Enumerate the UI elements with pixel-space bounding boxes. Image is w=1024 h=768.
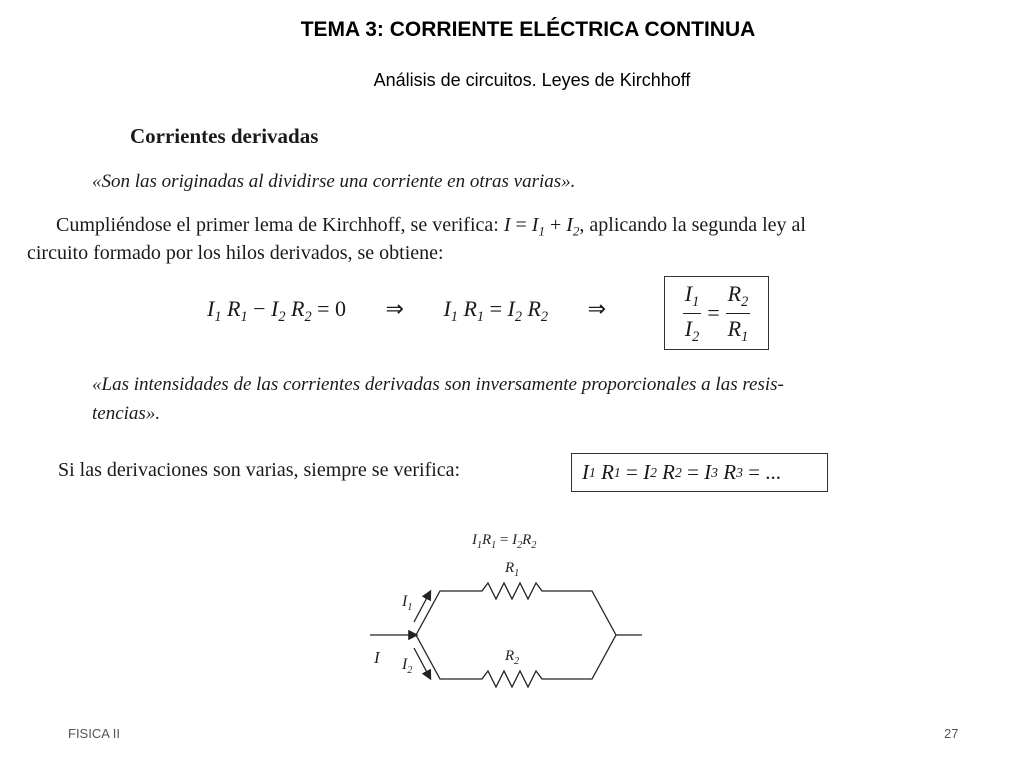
diagram-equation: $I_1R_1 = I_2R_2$	[472, 532, 537, 551]
loop-equation: $I_1$ $R_1 - I_2$ $R_2 = 0$	[207, 296, 347, 325]
ellipsis: ...	[765, 460, 781, 484]
equality-equation: $I_1$ $R_1 = I_2$ $R_2$	[443, 296, 549, 325]
multiple-branches-text: Si las derivaciones son varias, siempre se verifica:	[58, 459, 461, 481]
current2-arrow	[414, 648, 430, 678]
paragraph-text-b: , aplicando la segunda ley al	[579, 214, 806, 236]
implies-symbol: ⇒	[385, 296, 404, 321]
current1-arrow	[414, 592, 430, 622]
paragraph-text-a: Cumpliéndose el primer lema de Kirchhoff, se verifica:	[56, 214, 504, 236]
section-heading: Corrientes derivadas	[130, 124, 319, 148]
implies-symbol-2: ⇒	[587, 296, 607, 321]
kirchhoff-paragraph-line2: circuito formado por los hilos derivados, se obtiene:	[27, 242, 444, 264]
slide-subtitle: Análisis de circuitos. Leyes de Kirchhoff	[373, 70, 691, 90]
footer-course: FISICA II	[68, 726, 121, 741]
current-total-label: I	[374, 648, 380, 667]
page-number: 27	[944, 726, 959, 741]
current2-label: $I_2$	[402, 656, 413, 676]
definition-quote: «Son las originadas al dividirse una corriente en otras varias».	[92, 171, 576, 192]
inverse-proportion-quote-line2: tencias».	[92, 403, 161, 424]
resistor1-label: $R_1$	[505, 560, 520, 579]
general-formula-box: I 1 R 1 = I 2 R 2 = I 3 R 3 = ...	[571, 453, 828, 492]
current1-label: $I_1$	[402, 593, 413, 613]
upper-branch	[416, 583, 616, 635]
resistor2-label: $R_2$	[505, 648, 520, 667]
ratio-formula-box: $\frac{I_1}{I_2}$ = $\frac{R_2}{R_1}$	[664, 276, 769, 350]
slide-title: TEMA 3: CORRIENTE ELÉCTRICA CONTINUA	[300, 18, 756, 41]
inverse-proportion-quote: «Las intensidades de las corrientes derivadas son inversamente proporcionales a las resis-	[92, 374, 784, 395]
current-sum-formula: $I = I_1 + I_2$	[503, 214, 580, 239]
